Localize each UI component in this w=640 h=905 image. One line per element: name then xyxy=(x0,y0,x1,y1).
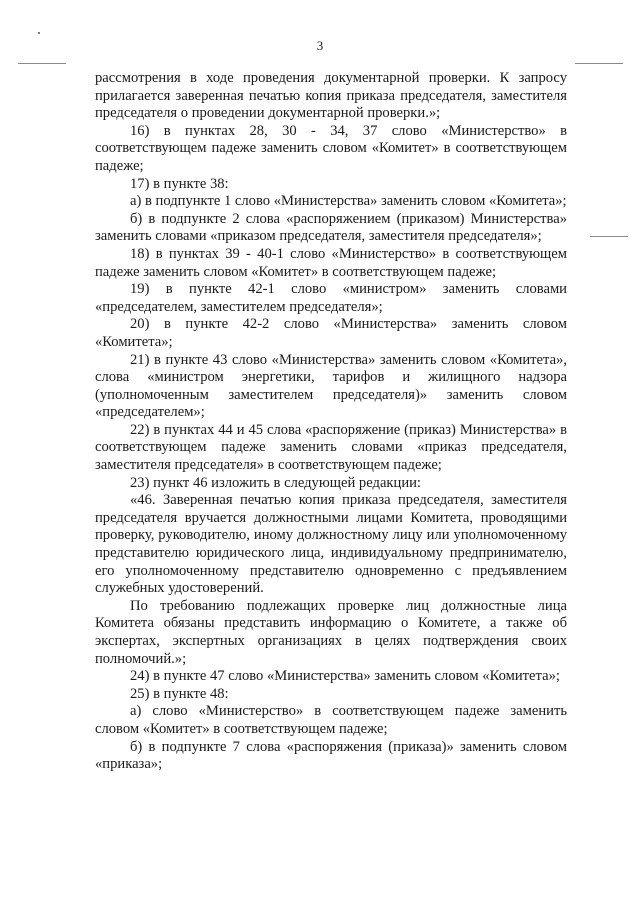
scan-dot-top-left xyxy=(38,32,40,34)
scan-line-top-right xyxy=(575,63,623,64)
scan-line-top-left xyxy=(18,63,66,64)
document-body xyxy=(95,70,567,774)
paragraph-11: 23) пункт 46 изложить в следующей редакции: xyxy=(130,474,421,491)
page-number: 3 xyxy=(316,38,324,53)
paragraph-7: 19) в пункте 42-1 слово «министром» заменить словами «председателем, заместителем председателя»; xyxy=(95,281,567,315)
scan-line-right xyxy=(590,236,628,237)
paragraph-5: б) в подпункте 2 слова «распоряжением (приказом) Министерства» заменить словами «приказом председателя, заместителя председателя»; xyxy=(95,210,567,245)
paragraph-10: 22) в пунктах 44 и 45 слова «распоряжение (приказ) Министерства» в соответствующем падеже заменить словами «приказ председателя, заместителя председателя» в соответствующем падеже; xyxy=(95,421,567,474)
paragraph-2: 16) в пунктах 28, 30 - 34, 37 слово «Министерство» в соответствующем падеже заменить словом «Комитет» в соответствующем падеже; xyxy=(95,122,567,174)
paragraph-1: рассмотрения в ходе проведения документарной проверки. К запросу прилагается заверенная печатью копия приказа председателя, заместителя председателя о проведении документарной проверки.»; xyxy=(95,70,567,122)
paragraph-13: По требованию подлежащих проверке лиц должностные лица Комитета обязаны представить информацию о Комитете, а также об экспертах, экспертных организациях в целях подтверждения своих полномочий.»; xyxy=(95,597,567,667)
paragraph-6: 18) в пунктах 39 - 40-1 слово «Министерство» в соответствующем падеже заменить словом «Комитет» в соответствующем падеже; xyxy=(95,245,567,280)
paragraph-15: 25) в пункте 48: xyxy=(130,685,229,702)
paragraph-3: 17) в пункте 38: xyxy=(130,175,229,192)
paragraph-16: а) слово «Министерство» в соответствующем падеже заменить словом «Комитет» в соответствующем падеже; xyxy=(95,703,567,737)
paragraph-14: 24) в пункте 47 слово «Министерства» заменить словом «Комитета»; xyxy=(130,668,560,685)
paragraph-9: 21) в пункте 43 слово «Министерства» заменить словом «Комитета», слова «министром энергетики, тарифов и жилищного надзора (уполномоченным заместителем председателя)» заменить словом «председателем»; xyxy=(95,351,567,421)
paragraph-4: а) в подпункте 1 слово «Министерства» заменить словом «Комитета»; xyxy=(130,193,567,210)
paragraph-12: «46. Заверенная печатью копия приказа председателя, заместителя председателя вручается должностными лицами Комитета, проводящими проверку, руководителю, иному должностному лицу или уполномоченному представителю юридического лица, индивидуальному предпринимателю, его уполномоченному представителю одновременно с предъявлением служебных удостоверений. xyxy=(95,492,567,597)
paragraph-17: б) в подпункте 7 слова «распоряжения (приказа)» заменить словом «приказа»; xyxy=(95,738,567,773)
paragraph-8: 20) в пункте 42-2 слово «Министерства» заменить словом «Комитета»; xyxy=(95,316,567,350)
